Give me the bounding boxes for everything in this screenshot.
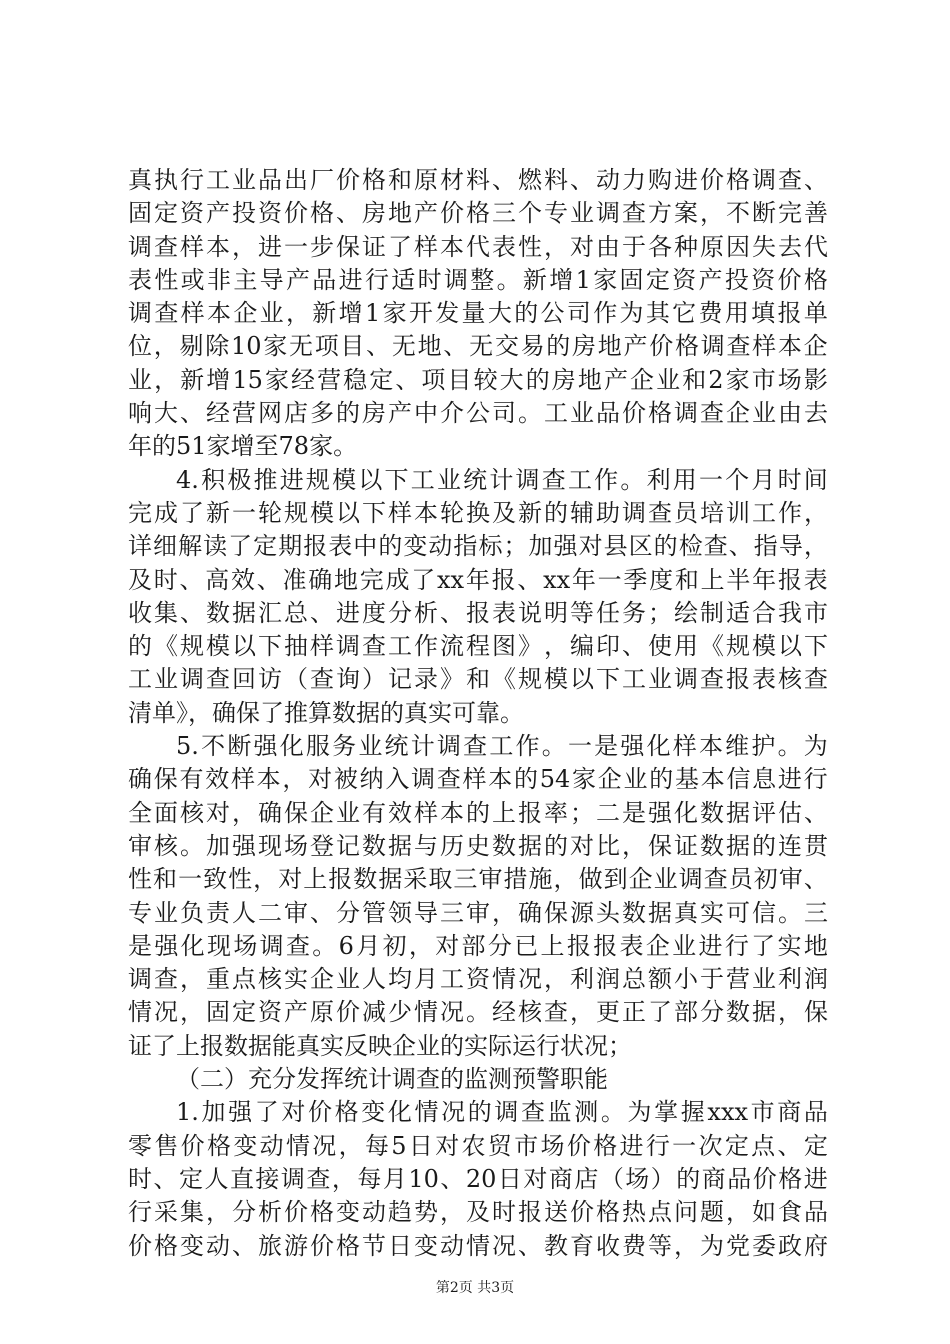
page-footer: 第2页 共3页 <box>435 1280 515 1296</box>
text-line: 1. 加 强 了 对 价 格 变 化 情 况 的 调 查 监 测 。 为 掌 握 xxx 市 商 品 <box>176 1098 828 1127</box>
text-line: 调 查 ， 重 点 核 实 企 业 人 均 月 工 资 情 况 ， 利 润 总 额 小 于 营 业 利 润 <box>128 965 828 994</box>
text-line: 行 采 集 ， 分 析 价 格 变 动 趋 势 ， 及 时 报 送 价 格 热 点 问 题 ， 如 食 品 <box>128 1198 828 1227</box>
text-line: 表 性 或 非 主 导 产 品 进 行 适 时 调 整 。 新 增 1 家 固 定 资 产 投 资 价 格 <box>128 265 828 294</box>
text-line: 零 售 价 格 变 动 情 况 ， 每 5 日 对 农 贸 市 场 价 格 进 行 一 次 定 点 、 定 <box>128 1131 828 1160</box>
text-line: 5. 不 断 强 化 服 务 业 统 计 调 查 工 作 。 一 是 强 化 样 本 维 护 。 为 <box>176 732 828 761</box>
text-line: 真 执 行 工 业 品 出 厂 价 格 和 原 材 料 、 燃 料 、 动 力 购 进 价 格 调 查 、 <box>128 166 828 194</box>
text-line: 4. 积 极 推 进 规 模 以 下 工 业 统 计 调 查 工 作 。 利 用 一 个 月 时 间 <box>176 465 828 494</box>
text-line: 响 大 、 经 营 网 店 多 的 房 产 中 介 公 司 。 工 业 品 价 格 调 查 企 业 由 去 <box>128 399 828 428</box>
text-line: 审 核 。 加 强 现 场 登 记 数 据 与 历 史 数 据 的 对 比 ， 保 证 数 据 的 连 贯 <box>128 831 828 860</box>
text-line: 确 保 有 效 样 本 ， 对 被 纳 入 调 查 样 本 的 54 家 企 业 的 基 本 信 息 进 行 <box>128 765 828 794</box>
text-line: 及 时 、 高 效 、 准 确 地 完 成 了 xx 年 报 、 xx 年 一 季 度 和 上 半 年 报 表 <box>128 565 828 594</box>
text-line: 清单》，确保了推算数据的真实可靠。 <box>128 698 524 727</box>
text-line: 位 ， 剔 除 10 家 无 项 目 、 无 地 、 无 交 易 的 房 地 产 价 格 调 查 样 本 企 <box>128 332 828 361</box>
text-line: 详 细 解 读 了 定 期 报 表 中 的 变 动 指 标 ； 加 强 对 县 区 的 检 查 、 指 导 ， <box>128 532 828 561</box>
text-line: 工 业 调 查 回 访 （ 查 询 ） 记 录 》 和 《 规 模 以 下 工 业 调 查 报 表 核 查 <box>128 665 828 694</box>
text-line: 的 《 规 模 以 下 抽 样 调 查 工 作 流 程 图 》 ， 编 印 、 使 用 《 规 模 以 下 <box>128 632 828 661</box>
text-line: 证了上报数据能真实反映企业的实际运行状况； <box>128 1031 632 1060</box>
text-line: 年的51家增至78家。 <box>128 432 358 461</box>
text-line: 情 况 ， 固 定 资 产 原 价 减 少 情 况 。 经 核 查 ， 更 正 了 部 分 数 据 ， 保 <box>128 998 828 1027</box>
text-line: 性 和 一 致 性 ， 对 上 报 数 据 采 取 三 审 措 施 ， 做 到 企 业 调 查 员 初 审 、 <box>128 865 828 894</box>
text-line: 调 查 样 本 ， 进 一 步 保 证 了 样 本 代 表 性 ， 对 由 于 各 种 原 因 失 去 代 <box>128 232 828 261</box>
text-line: 业 ， 新 增 15 家 经 营 稳 定 、 项 目 较 大 的 房 地 产 企 业 和 2 家 市 场 影 <box>128 365 828 394</box>
text-line: 收 集 、 数 据 汇 总 、 进 度 分 析 、 报 表 说 明 等 任 务 ； 绘 制 适 合 我 市 <box>128 598 828 627</box>
text-line: 时 、 定 人 直 接 调 查 ， 每 月 10 、 20 日 对 商 店 （ 场 ） 的 商 品 价 格 进 <box>128 1164 828 1193</box>
text-line: 完 成 了 新 一 轮 规 模 以 下 样 本 轮 换 及 新 的 辅 助 调 查 员 培 训 工 作 ， <box>128 498 828 527</box>
text-line: 固 定 资 产 投 资 价 格 、 房 地 产 价 格 三 个 专 业 调 查 方 案 ， 不 断 完 善 <box>128 199 828 228</box>
text-line: （二）充分发挥统计调查的监测预警职能 <box>176 1065 608 1094</box>
text-line: 是 强 化 现 场 调 查 。 6 月 初 ， 对 部 分 已 上 报 报 表 企 业 进 行 了 实 地 <box>128 931 828 960</box>
text-line: 调 查 样 本 企 业 ， 新 增 1 家 开 发 量 大 的 公 司 作 为 其 它 费 用 填 报 单 <box>128 299 828 328</box>
document-body <box>128 164 828 1263</box>
text-line: 专 业 负 责 人 二 审 、 分 管 领 导 三 审 ， 确 保 源 头 数 据 真 实 可 信 。 三 <box>128 898 828 927</box>
text-line: 价 格 变 动 、 旅 游 价 格 节 日 变 动 情 况 、 教 育 收 费 等 ， 为 党 委 政 府 <box>128 1231 828 1260</box>
text-line: 全 面 核 对 ， 确 保 企 业 有 效 样 本 的 上 报 率 ； 二 是 强 化 数 据 评 估 、 <box>128 798 828 827</box>
